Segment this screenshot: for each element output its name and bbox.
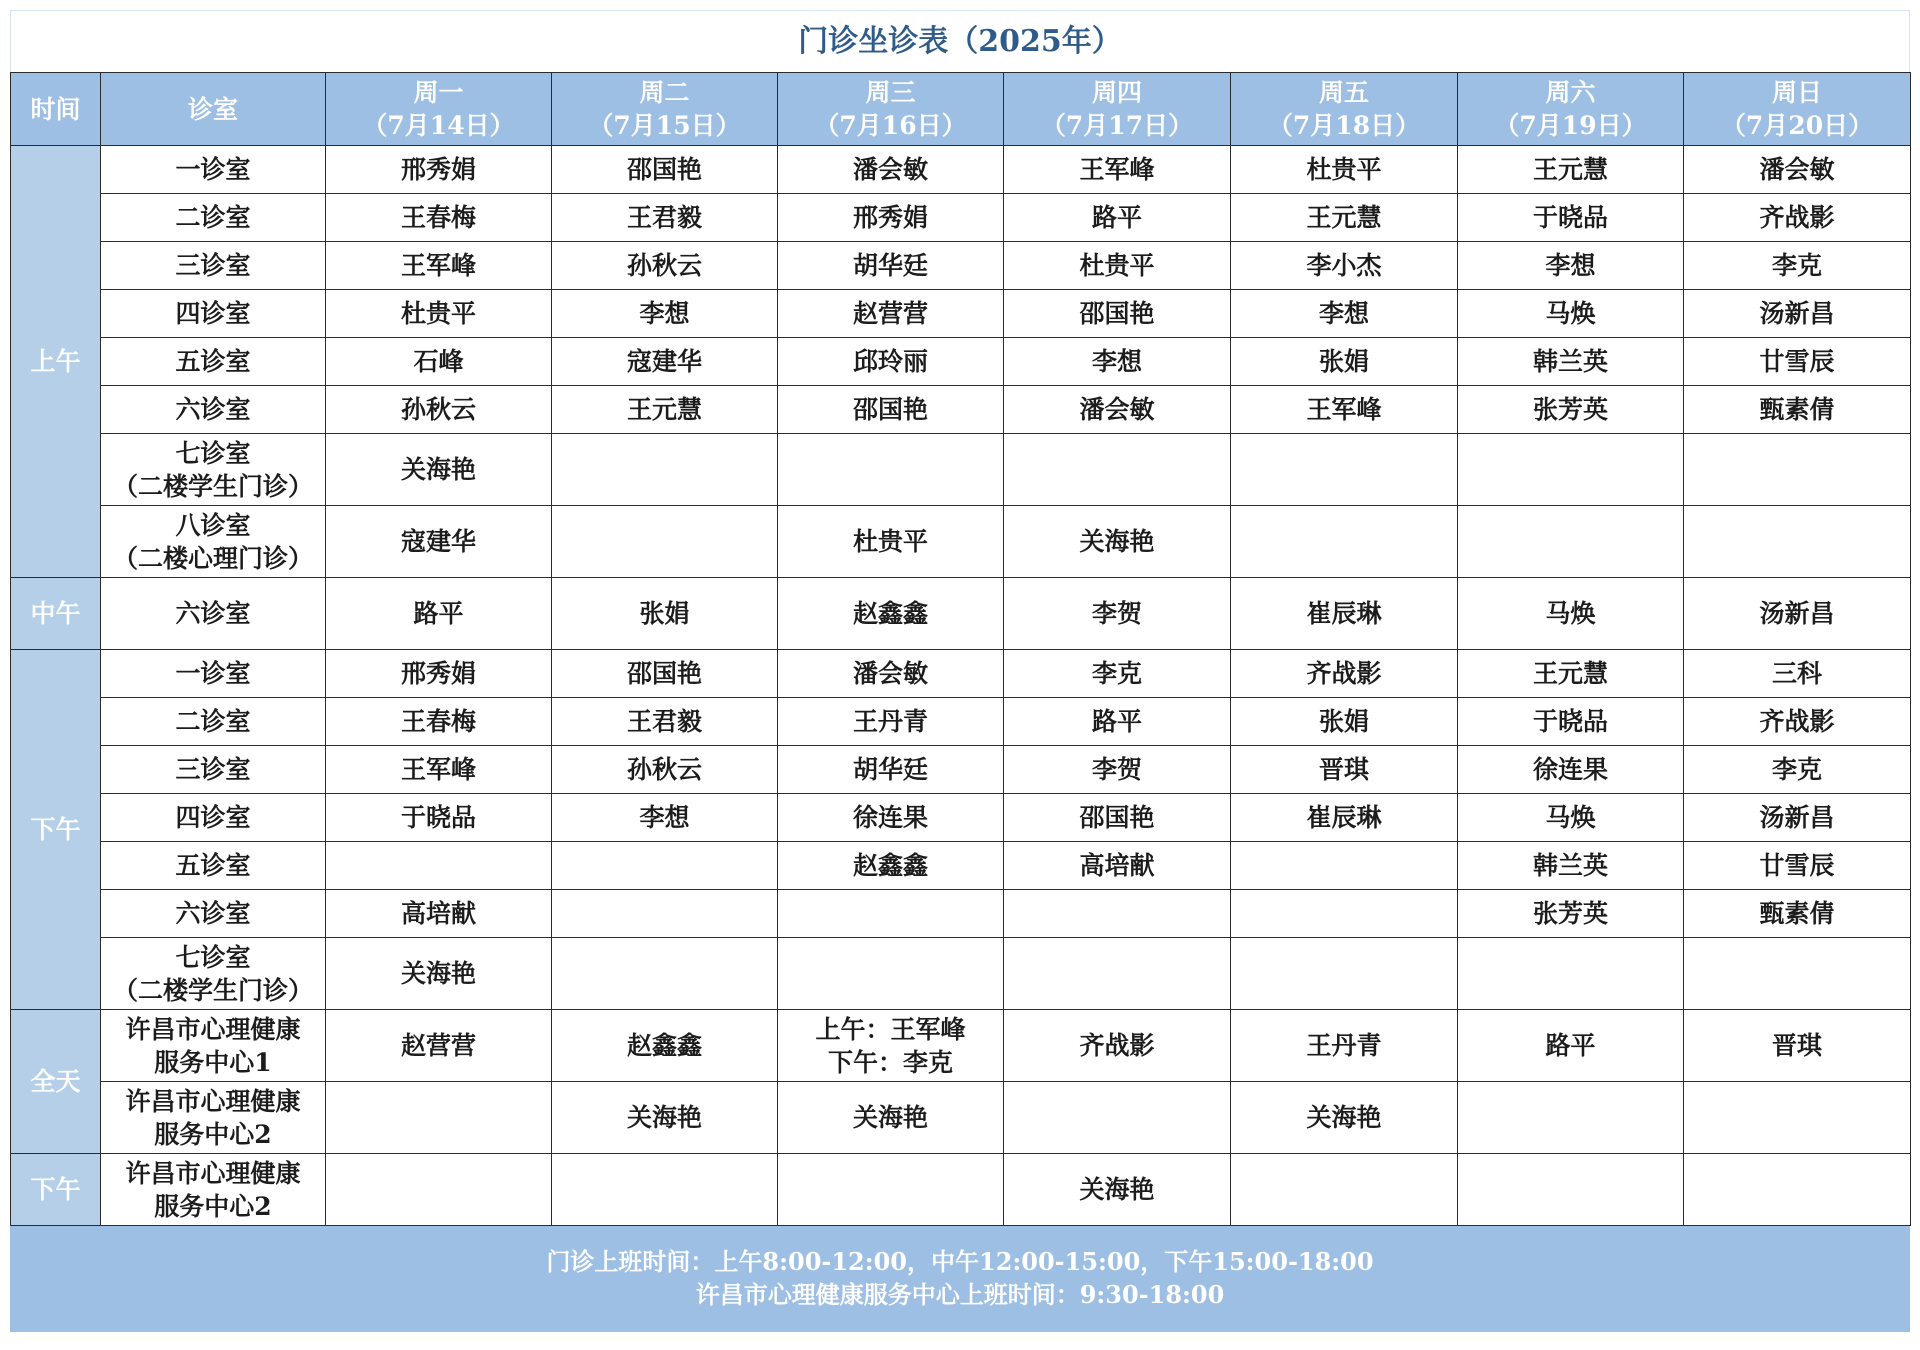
doctor-cell: 晋琪: [1231, 746, 1458, 794]
doctor-cell: 赵营营: [778, 290, 1004, 338]
room-name: 许昌市心理健康: [125, 1086, 301, 1116]
doctor-cell: 路平: [1458, 1010, 1684, 1082]
period-label: 全天: [11, 1010, 101, 1154]
table-row: [11, 698, 1911, 746]
doctor-cell: 汤新昌: [1684, 290, 1911, 338]
doctor-cell: 王春梅: [326, 698, 552, 746]
table-row: [11, 386, 1911, 434]
time-header: 时间: [11, 73, 101, 146]
doctor-cell: 王春梅: [326, 194, 552, 242]
room-name: 六诊室: [175, 599, 251, 628]
doctor-cell: [326, 842, 552, 890]
table-row: [11, 1082, 1911, 1154]
day-name: 周二: [639, 78, 690, 107]
doctor-cell: [1004, 434, 1231, 506]
doctor-cell: 王元慧: [552, 386, 778, 434]
doctor-cell: 齐战影: [1684, 194, 1911, 242]
doctor-cell: [1231, 1154, 1458, 1226]
doctor-cell: 邵国艳: [552, 650, 778, 698]
room-name: 服务中心2: [154, 1191, 272, 1221]
table-row: [11, 890, 1911, 938]
doctor-cell: 李克: [1684, 242, 1911, 290]
doctor-cell: [1004, 1082, 1231, 1154]
doctor-cell: 齐战影: [1004, 1010, 1231, 1082]
table-row: [11, 938, 1911, 1010]
doctor-cell: 晋琪: [1684, 1010, 1911, 1082]
room-name: （二楼学生门诊）: [112, 471, 313, 501]
doctor-cell: [1004, 938, 1231, 1010]
doctor-cell: [552, 842, 778, 890]
doctor-cell: 王军峰: [1231, 386, 1458, 434]
doctor-cell: 寇建华: [326, 506, 552, 578]
doctor-cell: 关海艳: [326, 938, 552, 1010]
doctor-cell: 汤新昌: [1684, 578, 1911, 650]
doctor-cell: [778, 890, 1004, 938]
doctor-cell: [552, 506, 778, 578]
doctor-shift-line: 上午：王军峰: [815, 1014, 966, 1044]
doctor-cell: 邢秀娟: [778, 194, 1004, 242]
doctor-cell: 徐连果: [778, 794, 1004, 842]
day-header: [552, 73, 778, 146]
doctor-cell: 孙秋云: [552, 746, 778, 794]
room-name: 二诊室: [175, 707, 251, 736]
day-name: 周日: [1771, 78, 1822, 107]
schedule-body: [11, 146, 1911, 1226]
doctor-cell: 汤新昌: [1684, 794, 1911, 842]
table-row: [11, 434, 1911, 506]
day-header: [326, 73, 552, 146]
doctor-cell: 关海艳: [326, 434, 552, 506]
doctor-cell: 关海艳: [1231, 1082, 1458, 1154]
day-date: （7月17日）: [1040, 111, 1194, 140]
doctor-cell: 赵营营: [326, 1010, 552, 1082]
doctor-cell: 路平: [1004, 194, 1231, 242]
room-name: 一诊室: [175, 155, 251, 184]
doctor-cell: 邢秀娟: [326, 146, 552, 194]
doctor-cell: [1231, 434, 1458, 506]
room-name: 六诊室: [175, 395, 251, 424]
doctor-cell: 李克: [1684, 746, 1911, 794]
room-name: 服务中心2: [154, 1119, 272, 1149]
room-cell: [101, 338, 326, 386]
room-name: 服务中心1: [154, 1047, 272, 1077]
center-hours-note: 许昌市心理健康服务中心上班时间：9:30-18:00: [695, 1280, 1225, 1309]
day-header: [1004, 73, 1231, 146]
doctor-cell: [778, 1154, 1004, 1226]
table-row: [11, 1010, 1911, 1082]
doctor-cell: 李小杰: [1231, 242, 1458, 290]
room-cell: [101, 146, 326, 194]
doctor-cell: 王军峰: [326, 242, 552, 290]
header-row: [11, 73, 1911, 146]
room-name: 许昌市心理健康: [125, 1014, 301, 1044]
doctor-cell: [1684, 938, 1911, 1010]
room-name: 三诊室: [175, 755, 251, 784]
doctor-cell: 路平: [326, 578, 552, 650]
doctor-cell: [778, 1010, 1004, 1082]
table-row: [11, 842, 1911, 890]
day-name: 周三: [865, 78, 916, 107]
day-header: [1458, 73, 1684, 146]
room-name: 一诊室: [175, 659, 251, 688]
day-header: [778, 73, 1004, 146]
doctor-cell: [326, 1154, 552, 1226]
doctor-cell: 胡华廷: [778, 242, 1004, 290]
room-name: 八诊室: [175, 510, 251, 540]
doctor-cell: [1231, 890, 1458, 938]
doctor-cell: [1231, 842, 1458, 890]
doctor-cell: 王丹青: [778, 698, 1004, 746]
doctor-cell: [1684, 506, 1911, 578]
room-name: 七诊室: [175, 438, 251, 468]
doctor-cell: 王君毅: [552, 194, 778, 242]
doctor-cell: 李想: [552, 290, 778, 338]
period-label: 中午: [11, 578, 101, 650]
room-cell: [101, 938, 326, 1010]
doctor-cell: 孙秋云: [326, 386, 552, 434]
doctor-cell: 廿雪辰: [1684, 842, 1911, 890]
page-title: 门诊坐诊表（2025年）: [10, 10, 1910, 72]
doctor-cell: 李贺: [1004, 578, 1231, 650]
day-name: 周六: [1545, 78, 1596, 107]
room-cell: [101, 1082, 326, 1154]
doctor-cell: 王君毅: [552, 698, 778, 746]
table-row: [11, 146, 1911, 194]
doctor-cell: 潘会敏: [1684, 146, 1911, 194]
room-cell: [101, 578, 326, 650]
period-label: 下午: [11, 650, 101, 1010]
doctor-cell: [778, 434, 1004, 506]
doctor-cell: 王元慧: [1231, 194, 1458, 242]
doctor-cell: [1684, 434, 1911, 506]
doctor-cell: 齐战影: [1684, 698, 1911, 746]
doctor-cell: 张娟: [1231, 698, 1458, 746]
doctor-cell: 关海艳: [778, 1082, 1004, 1154]
doctor-cell: 石峰: [326, 338, 552, 386]
room-cell: [101, 890, 326, 938]
room-cell: [101, 194, 326, 242]
room-cell: [101, 698, 326, 746]
doctor-cell: 崔辰琳: [1231, 578, 1458, 650]
table-row: [11, 242, 1911, 290]
doctor-cell: [552, 890, 778, 938]
table-row: [11, 338, 1911, 386]
day-date: （7月20日）: [1720, 111, 1874, 140]
schedule-table: [10, 72, 1911, 1226]
doctor-cell: 廿雪辰: [1684, 338, 1911, 386]
table-row: [11, 194, 1911, 242]
room-name: 许昌市心理健康: [125, 1158, 301, 1188]
doctor-cell: 张娟: [1231, 338, 1458, 386]
doctor-cell: 胡华廷: [778, 746, 1004, 794]
room-name: 四诊室: [175, 299, 251, 328]
day-date: （7月19日）: [1494, 111, 1647, 140]
table-row: [11, 1154, 1911, 1226]
doctor-cell: 徐连果: [1458, 746, 1684, 794]
table-row: [11, 650, 1911, 698]
day-name: 周五: [1318, 78, 1369, 107]
doctor-cell: 孙秋云: [552, 242, 778, 290]
doctor-cell: 张芳英: [1458, 386, 1684, 434]
room-cell: [101, 290, 326, 338]
room-cell: [101, 506, 326, 578]
doctor-cell: [326, 1082, 552, 1154]
room-name: （二楼学生门诊）: [112, 975, 313, 1005]
room-cell: [101, 842, 326, 890]
doctor-cell: 杜贵平: [326, 290, 552, 338]
room-name: 二诊室: [175, 203, 251, 232]
period-label: 上午: [11, 146, 101, 578]
doctor-cell: 崔辰琳: [1231, 794, 1458, 842]
doctor-cell: 王军峰: [326, 746, 552, 794]
doctor-cell: 韩兰英: [1458, 842, 1684, 890]
doctor-cell: [552, 1154, 778, 1226]
doctor-cell: 韩兰英: [1458, 338, 1684, 386]
day-date: （7月16日）: [814, 111, 967, 140]
doctor-cell: 王丹青: [1231, 1010, 1458, 1082]
doctor-cell: [1458, 938, 1684, 1010]
doctor-cell: 王军峰: [1004, 146, 1231, 194]
doctor-cell: 齐战影: [1231, 650, 1458, 698]
room-cell: [101, 242, 326, 290]
day-date: （7月14日）: [362, 111, 515, 140]
doctor-cell: [1458, 1154, 1684, 1226]
doctor-cell: 李克: [1004, 650, 1231, 698]
doctor-cell: 三科: [1684, 650, 1911, 698]
room-name: 三诊室: [175, 251, 251, 280]
doctor-cell: 李想: [1004, 338, 1231, 386]
doctor-cell: 关海艳: [552, 1082, 778, 1154]
room-cell: [101, 794, 326, 842]
doctor-cell: 杜贵平: [778, 506, 1004, 578]
doctor-cell: 寇建华: [552, 338, 778, 386]
doctor-cell: [552, 434, 778, 506]
doctor-cell: 杜贵平: [1004, 242, 1231, 290]
doctor-cell: [1684, 1082, 1911, 1154]
doctor-cell: 邢秀娟: [326, 650, 552, 698]
room-name: 五诊室: [175, 347, 251, 376]
room-name: （二楼心理门诊）: [112, 543, 313, 573]
room-cell: [101, 1154, 326, 1226]
doctor-cell: 关海艳: [1004, 506, 1231, 578]
doctor-cell: 高培献: [1004, 842, 1231, 890]
day-date: （7月15日）: [588, 111, 741, 140]
doctor-cell: 甄素倩: [1684, 890, 1911, 938]
doctor-cell: 赵鑫鑫: [552, 1010, 778, 1082]
doctor-cell: 王元慧: [1458, 146, 1684, 194]
doctor-cell: 马焕: [1458, 794, 1684, 842]
doctor-cell: 邵国艳: [1004, 290, 1231, 338]
period-label: 下午: [11, 1154, 101, 1226]
room-cell: [101, 434, 326, 506]
room-header: 诊室: [101, 73, 326, 146]
room-cell: [101, 746, 326, 794]
room-cell: [101, 386, 326, 434]
doctor-cell: 邱玲丽: [778, 338, 1004, 386]
doctor-cell: [1684, 1154, 1911, 1226]
doctor-cell: 马焕: [1458, 290, 1684, 338]
doctor-cell: [1458, 434, 1684, 506]
table-row: [11, 290, 1911, 338]
day-name: 周一: [413, 78, 464, 107]
table-row: [11, 746, 1911, 794]
doctor-cell: 邵国艳: [778, 386, 1004, 434]
doctor-cell: 张芳英: [1458, 890, 1684, 938]
doctor-cell: 甄素倩: [1684, 386, 1911, 434]
doctor-cell: [552, 938, 778, 1010]
room-name: 五诊室: [175, 851, 251, 880]
doctor-cell: 邵国艳: [552, 146, 778, 194]
doctor-cell: 张娟: [552, 578, 778, 650]
room-cell: [101, 650, 326, 698]
doctor-cell: 王元慧: [1458, 650, 1684, 698]
doctor-cell: [1231, 938, 1458, 1010]
day-header: [1231, 73, 1458, 146]
doctor-cell: 赵鑫鑫: [778, 578, 1004, 650]
doctor-cell: 潘会敏: [778, 650, 1004, 698]
doctor-cell: 潘会敏: [1004, 386, 1231, 434]
day-name: 周四: [1091, 78, 1142, 107]
doctor-cell: [1458, 506, 1684, 578]
day-header: [1684, 73, 1911, 146]
table-row: [11, 578, 1911, 650]
doctor-cell: 于晓品: [326, 794, 552, 842]
doctor-cell: [1458, 1082, 1684, 1154]
doctor-cell: 关海艳: [1004, 1154, 1231, 1226]
table-row: [11, 794, 1911, 842]
doctor-cell: 潘会敏: [778, 146, 1004, 194]
doctor-cell: 赵鑫鑫: [778, 842, 1004, 890]
doctor-cell: [1231, 506, 1458, 578]
doctor-cell: 李想: [1458, 242, 1684, 290]
doctor-cell: 于晓品: [1458, 698, 1684, 746]
doctor-cell: 李想: [552, 794, 778, 842]
doctor-cell: 高培献: [326, 890, 552, 938]
doctor-cell: 邵国艳: [1004, 794, 1231, 842]
day-date: （7月18日）: [1267, 111, 1421, 140]
doctor-cell: 杜贵平: [1231, 146, 1458, 194]
doctor-cell: [1004, 890, 1231, 938]
doctor-cell: 马焕: [1458, 578, 1684, 650]
room-name: 七诊室: [175, 942, 251, 972]
doctor-shift-line: 下午：李克: [827, 1047, 953, 1077]
clinic-hours-note: 门诊上班时间：上午8:00-12:00，中午12:00-15:00，下午15:00-18:00: [546, 1247, 1374, 1276]
doctor-cell: 路平: [1004, 698, 1231, 746]
doctor-cell: 于晓品: [1458, 194, 1684, 242]
room-name: 四诊室: [175, 803, 251, 832]
doctor-cell: 李想: [1231, 290, 1458, 338]
doctor-cell: [778, 938, 1004, 1010]
working-hours-footer: [10, 1226, 1910, 1332]
room-cell: [101, 1010, 326, 1082]
room-name: 六诊室: [175, 899, 251, 928]
table-row: [11, 506, 1911, 578]
doctor-cell: 李贺: [1004, 746, 1231, 794]
schedule-frame: [10, 10, 1910, 1340]
